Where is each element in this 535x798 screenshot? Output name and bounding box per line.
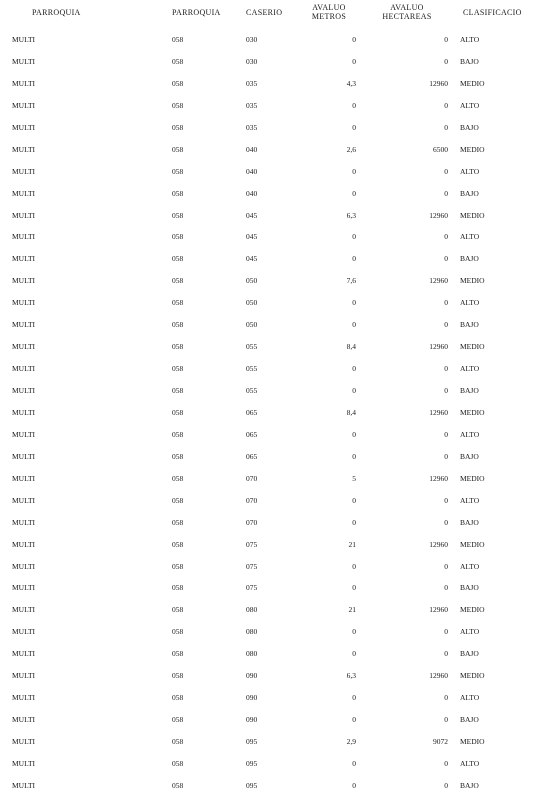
parroquia-2-cell: 058 xyxy=(172,737,184,746)
parroquia-1-cell: MULTI xyxy=(12,276,36,286)
clasificacion-cell: ALTO xyxy=(460,232,480,242)
avaluo-hectareas-cell: 0 xyxy=(444,627,448,637)
parroquia-2-cell: 058 xyxy=(172,386,184,395)
avaluo-hectareas-cell: 0 xyxy=(444,583,448,593)
table-row xyxy=(0,469,535,491)
caserio-cell: 065 xyxy=(246,451,258,461)
parroquia-1-cell: MULTI xyxy=(12,561,36,571)
caserio-cell: 075 xyxy=(246,539,258,549)
parroquia-2-cell: 058 xyxy=(172,144,184,154)
parroquia-2-cell: 058 xyxy=(172,342,184,352)
caserio-cell: 070 xyxy=(246,473,258,483)
avaluo-hectareas-cell: 6500 xyxy=(433,144,448,154)
avaluo-hectareas-cell: 0 xyxy=(444,35,448,44)
clasificacion-cell: ALTO xyxy=(460,758,480,768)
table-row xyxy=(0,162,535,184)
avaluo-hectareas-cell: 0 xyxy=(444,298,448,308)
clasificacion-cell: BAJO xyxy=(460,188,479,198)
parroquia-1-cell: MULTI xyxy=(12,35,36,44)
avaluo-metros-cell: 7,6 xyxy=(346,276,356,286)
parroquia-2-cell: 058 xyxy=(172,254,184,264)
avaluo-hectareas-cell: 0 xyxy=(444,451,448,461)
avaluo-metros-cell: 0 xyxy=(352,232,356,242)
avaluo-metros-cell: 0 xyxy=(352,495,356,505)
caserio-cell: 090 xyxy=(246,671,258,681)
clasificacion-cell: ALTO xyxy=(460,561,480,571)
avaluo-hectareas-cell: 0 xyxy=(444,320,448,330)
parroquia-1-cell: MULTI xyxy=(12,451,36,461)
parroquia-2-cell: 058 xyxy=(172,298,184,308)
clasificacion-cell: MEDIO xyxy=(460,737,485,746)
parroquia-2-cell: 058 xyxy=(172,407,184,417)
avaluo-hectareas-cell: 0 xyxy=(444,429,448,439)
caserio-cell: 055 xyxy=(246,364,258,374)
clasificacion-cell: ALTO xyxy=(460,693,480,703)
parroquia-1-cell: MULTI xyxy=(12,386,36,395)
avaluo-metros-cell: 0 xyxy=(352,715,356,725)
caserio-cell: 045 xyxy=(246,232,258,242)
clasificacion-cell: MEDIO xyxy=(460,342,485,352)
clasificacion-cell: BAJO xyxy=(460,649,479,659)
clasificacion-cell: BAJO xyxy=(460,780,479,790)
table-row xyxy=(0,74,535,96)
table-row xyxy=(0,118,535,140)
avaluo-metros-cell: 6,3 xyxy=(346,671,356,681)
clasificacion-cell: ALTO xyxy=(460,364,480,374)
avaluo-metros-cell: 0 xyxy=(352,122,356,132)
table-row xyxy=(0,710,535,732)
table-row xyxy=(0,447,535,469)
caserio-cell: 070 xyxy=(246,495,258,505)
parroquia-1-cell: MULTI xyxy=(12,737,36,746)
avaluo-metros-cell: 0 xyxy=(352,254,356,264)
parroquia-1-cell: MULTI xyxy=(12,715,36,725)
avaluo-metros-cell: 0 xyxy=(352,166,356,176)
parroquia-2-cell: 058 xyxy=(172,671,184,681)
avaluo-hectareas-cell: 0 xyxy=(444,649,448,659)
avaluo-metros-cell: 0 xyxy=(352,35,356,44)
parroquia-2-cell: 058 xyxy=(172,561,184,571)
table-row xyxy=(0,403,535,425)
avaluo-hectareas-cell: 12960 xyxy=(429,342,448,352)
caserio-cell: 030 xyxy=(246,35,258,44)
parroquia-1-cell: MULTI xyxy=(12,78,36,88)
parroquia-2-cell: 058 xyxy=(172,122,184,132)
parroquia-2-cell: 058 xyxy=(172,188,184,198)
avaluo-hectareas-cell: 0 xyxy=(444,364,448,374)
table-row xyxy=(0,52,535,74)
parroquia-1-cell: MULTI xyxy=(12,364,36,374)
caserio-cell: 055 xyxy=(246,342,258,352)
parroquia-1-cell: MULTI xyxy=(12,342,36,352)
parroquia-1-cell: MULTI xyxy=(12,780,36,790)
clasificacion-cell: ALTO xyxy=(460,100,480,110)
caserio-cell: 065 xyxy=(246,407,258,417)
caserio-cell: 075 xyxy=(246,561,258,571)
table-row xyxy=(0,644,535,666)
caserio-cell: 045 xyxy=(246,210,258,220)
caserio-cell: 080 xyxy=(246,605,258,615)
clasificacion-cell: MEDIO xyxy=(460,144,485,154)
caserio-cell: 075 xyxy=(246,583,258,593)
parroquia-1-cell: MULTI xyxy=(12,56,36,66)
parroquia-2-cell: 058 xyxy=(172,451,184,461)
parroquia-2-cell: 058 xyxy=(172,232,184,242)
table-row xyxy=(0,381,535,403)
avaluo-hectareas-cell: 0 xyxy=(444,693,448,703)
avaluo-metros-cell: 5 xyxy=(352,473,356,483)
avaluo-hectareas-cell: 12960 xyxy=(429,539,448,549)
table-row xyxy=(0,754,535,776)
avaluo-hectareas-cell: 12960 xyxy=(429,407,448,417)
avaluo-metros-cell: 0 xyxy=(352,649,356,659)
caserio-cell: 040 xyxy=(246,188,258,198)
table-row xyxy=(0,96,535,118)
parroquia-1-cell: MULTI xyxy=(12,473,36,483)
avaluo-hectareas-cell: 0 xyxy=(444,254,448,264)
avaluo-hectareas-cell: 9072 xyxy=(433,737,448,746)
caserio-cell: 090 xyxy=(246,715,258,725)
avaluo-metros-cell: 0 xyxy=(352,56,356,66)
caserio-cell: 090 xyxy=(246,693,258,703)
avaluo-metros-cell: 0 xyxy=(352,517,356,527)
avaluo-metros-cell: 0 xyxy=(352,627,356,637)
parroquia-2-cell: 058 xyxy=(172,627,184,637)
avaluo-metros-cell: 0 xyxy=(352,188,356,198)
table-row xyxy=(0,249,535,271)
table-header xyxy=(0,0,535,30)
clasificacion-cell: MEDIO xyxy=(460,407,485,417)
avaluo-hectareas-cell: 0 xyxy=(444,386,448,395)
avaluo-hectareas-cell: 12960 xyxy=(429,210,448,220)
parroquia-1-cell: MULTI xyxy=(12,758,36,768)
table-row xyxy=(0,600,535,622)
caserio-cell: 065 xyxy=(246,429,258,439)
caserio-cell: 030 xyxy=(246,56,258,66)
table-row xyxy=(0,776,535,798)
header-avaluo-hectareas-line1: AVALUO xyxy=(390,3,424,12)
table-row xyxy=(0,491,535,513)
table-row xyxy=(0,557,535,579)
clasificacion-cell: MEDIO xyxy=(460,671,485,681)
avaluo-hectareas-cell: 12960 xyxy=(429,473,448,483)
header-clasificacion: CLASIFICACIO xyxy=(463,8,522,17)
parroquia-2-cell: 058 xyxy=(172,276,184,286)
parroquia-1-cell: MULTI xyxy=(12,495,36,505)
parroquia-2-cell: 058 xyxy=(172,35,184,44)
caserio-cell: 035 xyxy=(246,78,258,88)
parroquia-1-cell: MULTI xyxy=(12,232,36,242)
avaluo-metros-cell: 0 xyxy=(352,780,356,790)
parroquia-1-cell: MULTI xyxy=(12,583,36,593)
clasificacion-cell: BAJO xyxy=(460,517,479,527)
parroquia-1-cell: MULTI xyxy=(12,539,36,549)
clasificacion-cell: MEDIO xyxy=(460,539,485,549)
parroquia-2-cell: 058 xyxy=(172,364,184,374)
avaluo-metros-cell: 4,3 xyxy=(346,78,356,88)
parroquia-2-cell: 058 xyxy=(172,78,184,88)
caserio-cell: 045 xyxy=(246,254,258,264)
caserio-cell: 095 xyxy=(246,780,258,790)
caserio-cell: 035 xyxy=(246,100,258,110)
clasificacion-cell: MEDIO xyxy=(460,78,485,88)
avaluo-hectareas-cell: 0 xyxy=(444,232,448,242)
caserio-cell: 050 xyxy=(246,320,258,330)
clasificacion-cell: MEDIO xyxy=(460,473,485,483)
clasificacion-cell: ALTO xyxy=(460,35,480,44)
clasificacion-cell: BAJO xyxy=(460,56,479,66)
parroquia-1-cell: MULTI xyxy=(12,320,36,330)
header-avaluo-hectareas-line2: HECTAREAS xyxy=(382,12,432,21)
avaluo-hectareas-cell: 0 xyxy=(444,561,448,571)
caserio-cell: 080 xyxy=(246,649,258,659)
parroquia-2-cell: 058 xyxy=(172,473,184,483)
avaluo-hectareas-cell: 0 xyxy=(444,100,448,110)
avaluo-hectareas-cell: 0 xyxy=(444,780,448,790)
table-row xyxy=(0,513,535,535)
parroquia-1-cell: MULTI xyxy=(12,122,36,132)
avaluo-hectareas-cell: 12960 xyxy=(429,605,448,615)
parroquia-2-cell: 058 xyxy=(172,539,184,549)
clasificacion-cell: MEDIO xyxy=(460,210,485,220)
avaluo-metros-cell: 0 xyxy=(352,386,356,395)
clasificacion-cell: BAJO xyxy=(460,715,479,725)
parroquia-1-cell: MULTI xyxy=(12,100,36,110)
table-row xyxy=(0,337,535,359)
clasificacion-cell: BAJO xyxy=(460,451,479,461)
table-body xyxy=(0,30,535,798)
avaluo-metros-cell: 0 xyxy=(352,758,356,768)
avaluo-metros-cell: 0 xyxy=(352,364,356,374)
parroquia-1-cell: MULTI xyxy=(12,649,36,659)
avaluo-hectareas-cell: 0 xyxy=(444,758,448,768)
table-row xyxy=(0,227,535,249)
parroquia-2-cell: 058 xyxy=(172,715,184,725)
parroquia-2-cell: 058 xyxy=(172,517,184,527)
caserio-cell: 050 xyxy=(246,276,258,286)
parroquia-1-cell: MULTI xyxy=(12,407,36,417)
table-row xyxy=(0,688,535,710)
avaluo-metros-cell: 0 xyxy=(352,320,356,330)
avaluo-metros-cell: 21 xyxy=(348,539,356,549)
avaluo-hectareas-cell: 12960 xyxy=(429,276,448,286)
table-row xyxy=(0,359,535,381)
avaluo-hectareas-cell: 0 xyxy=(444,495,448,505)
clasificacion-cell: BAJO xyxy=(460,254,479,264)
clasificacion-cell: BAJO xyxy=(460,122,479,132)
table-row xyxy=(0,732,535,754)
header-parroquia-2: PARROQUIA xyxy=(172,8,221,17)
avaluo-metros-cell: 0 xyxy=(352,100,356,110)
parroquia-1-cell: MULTI xyxy=(12,429,36,439)
parroquia-1-cell: MULTI xyxy=(12,517,36,527)
avaluo-metros-cell: 8,4 xyxy=(346,407,356,417)
header-avaluo-hectareas xyxy=(378,3,436,21)
avaluo-metros-cell: 8,4 xyxy=(346,342,356,352)
caserio-cell: 040 xyxy=(246,166,258,176)
avaluo-metros-cell: 6,3 xyxy=(346,210,356,220)
parroquia-2-cell: 058 xyxy=(172,780,184,790)
clasificacion-cell: ALTO xyxy=(460,627,480,637)
parroquia-1-cell: MULTI xyxy=(12,254,36,264)
table-row xyxy=(0,315,535,337)
parroquia-1-cell: MULTI xyxy=(12,210,36,220)
parroquia-1-cell: MULTI xyxy=(12,627,36,637)
table-row xyxy=(0,184,535,206)
table-row xyxy=(0,293,535,315)
header-parroquia-1: PARROQUIA xyxy=(32,8,81,17)
parroquia-2-cell: 058 xyxy=(172,605,184,615)
parroquia-1-cell: MULTI xyxy=(12,298,36,308)
table-row xyxy=(0,140,535,162)
avaluo-metros-cell: 21 xyxy=(348,605,356,615)
parroquia-2-cell: 058 xyxy=(172,166,184,176)
header-avaluo-metros-line2: METROS xyxy=(311,12,347,21)
caserio-cell: 040 xyxy=(246,144,258,154)
avaluo-hectareas-cell: 0 xyxy=(444,188,448,198)
table-row xyxy=(0,206,535,228)
table-row xyxy=(0,666,535,688)
avaluo-metros-cell: 0 xyxy=(352,429,356,439)
clasificacion-cell: BAJO xyxy=(460,386,479,395)
clasificacion-cell: ALTO xyxy=(460,298,480,308)
parroquia-2-cell: 058 xyxy=(172,758,184,768)
caserio-cell: 095 xyxy=(246,758,258,768)
header-avaluo-metros xyxy=(307,3,351,21)
parroquia-2-cell: 058 xyxy=(172,320,184,330)
avaluo-metros-cell: 0 xyxy=(352,561,356,571)
table-row xyxy=(0,271,535,293)
avaluo-metros-cell: 2,9 xyxy=(346,737,356,746)
parroquia-1-cell: MULTI xyxy=(12,605,36,615)
avaluo-metros-cell: 2,6 xyxy=(346,144,356,154)
parroquia-1-cell: MULTI xyxy=(12,188,36,198)
table-row xyxy=(0,622,535,644)
avaluo-hectareas-cell: 0 xyxy=(444,715,448,725)
parroquia-2-cell: 058 xyxy=(172,583,184,593)
avaluo-metros-cell: 0 xyxy=(352,451,356,461)
avaluo-hectareas-cell: 0 xyxy=(444,122,448,132)
parroquia-2-cell: 058 xyxy=(172,56,184,66)
clasificacion-cell: ALTO xyxy=(460,429,480,439)
parroquia-2-cell: 058 xyxy=(172,210,184,220)
caserio-cell: 080 xyxy=(246,627,258,637)
avaluo-hectareas-cell: 12960 xyxy=(429,671,448,681)
parroquia-1-cell: MULTI xyxy=(12,693,36,703)
parroquia-2-cell: 058 xyxy=(172,495,184,505)
table-row xyxy=(0,535,535,557)
caserio-cell: 050 xyxy=(246,298,258,308)
parroquia-2-cell: 058 xyxy=(172,429,184,439)
avaluo-hectareas-cell: 0 xyxy=(444,517,448,527)
avaluo-metros-cell: 0 xyxy=(352,298,356,308)
caserio-cell: 070 xyxy=(246,517,258,527)
avaluo-metros-cell: 0 xyxy=(352,693,356,703)
clasificacion-cell: MEDIO xyxy=(460,276,485,286)
avaluo-hectareas-cell: 0 xyxy=(444,56,448,66)
avaluo-metros-cell: 0 xyxy=(352,583,356,593)
table-row xyxy=(0,30,535,52)
table-row xyxy=(0,425,535,447)
parroquia-1-cell: MULTI xyxy=(12,166,36,176)
caserio-cell: 095 xyxy=(246,737,258,746)
clasificacion-cell: ALTO xyxy=(460,495,480,505)
header-caserio: CASERIO xyxy=(246,8,283,17)
caserio-cell: 035 xyxy=(246,122,258,132)
clasificacion-cell: BAJO xyxy=(460,320,479,330)
avaluo-hectareas-cell: 0 xyxy=(444,166,448,176)
parroquia-2-cell: 058 xyxy=(172,100,184,110)
header-avaluo-metros-line1: AVALUO xyxy=(312,3,346,12)
table-row xyxy=(0,578,535,600)
parroquia-1-cell: MULTI xyxy=(12,671,36,681)
avaluo-hectareas-cell: 12960 xyxy=(429,78,448,88)
parroquia-2-cell: 058 xyxy=(172,649,184,659)
clasificacion-cell: MEDIO xyxy=(460,605,485,615)
clasificacion-cell: BAJO xyxy=(460,583,479,593)
parroquia-1-cell: MULTI xyxy=(12,144,36,154)
caserio-cell: 055 xyxy=(246,386,258,395)
parroquia-2-cell: 058 xyxy=(172,693,184,703)
clasificacion-cell: ALTO xyxy=(460,166,480,176)
